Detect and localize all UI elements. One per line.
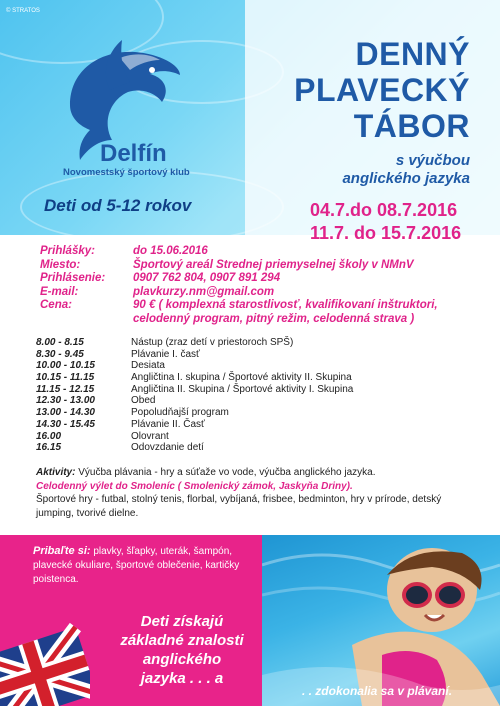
pack-text: plavky, šľapky, uterák, šampón, plavecké okuliare, športové oblečenie, kartičky poistenca. [33, 546, 240, 585]
date-range-2: 11.7. do 15.7.2016 [310, 223, 462, 243]
copyright-text: © STRATOS [6, 8, 40, 14]
schedule-table [36, 337, 476, 454]
activities-block [36, 466, 476, 520]
info-value: 90 € ( komplexná starostlivosť, kvalifikovaní inštruktori, [133, 299, 438, 311]
subtitle-line1: s výučbou [395, 152, 470, 169]
sports-text: Športové hry - futbal, stolný tenis, florbal, vybíjaná, frisbee, bedminton, hry v prírode, detský jumping, tvorivé dielne. [36, 494, 442, 519]
info-row [40, 272, 480, 286]
info-key: Cena: [40, 299, 72, 311]
schedule-activity: Popoludňajší program [131, 407, 229, 419]
date-range-1: 04.7.do 08.7.2016 [310, 200, 458, 220]
schedule-row [36, 431, 476, 443]
info-row [40, 245, 480, 259]
schedule-activity: Obed [131, 395, 156, 407]
info-value: 0907 762 804, 0907 891 294 [133, 272, 281, 284]
subtitle-line2: anglického jazyka [342, 170, 470, 187]
info-key: E-mail: [40, 285, 79, 298]
schedule-row [36, 360, 476, 372]
schedule-time: 11.15 - 12.15 [36, 383, 95, 395]
trip-text: Celodenný výlet do Smoleníc ( Smolenický zámok, Jaskyňa Driny). [36, 480, 353, 492]
slogan [108, 612, 256, 688]
schedule-time: 16.00 [36, 430, 62, 442]
activities-line [36, 466, 476, 480]
bottom-section [0, 535, 500, 706]
swimming-child-photo [262, 535, 500, 706]
schedule-activity: Desiata [131, 360, 165, 372]
schedule-row [36, 384, 476, 396]
activities-label: Aktivity: [36, 467, 76, 478]
title-line3: TÁBOR [353, 108, 470, 144]
schedule-activity: Plávanie II. Časť [131, 418, 205, 430]
schedule-time: 13.00 - 14.30 [36, 407, 95, 419]
schedule-time: 8.30 - 9.45 [36, 348, 84, 360]
schedule-row [36, 407, 476, 419]
slogan-line: Deti získajú [140, 613, 224, 630]
schedule-activity: Nástup (zraz detí v priestoroch SPŠ) [131, 337, 294, 348]
schedule-activity: Plávanie I. časť [131, 348, 200, 360]
pink-panel [0, 535, 262, 706]
schedule-time: 10.15 - 11.15 [36, 372, 95, 384]
pack-list [33, 544, 253, 587]
age-range: Deti od 5-12 rokov [44, 196, 192, 215]
schedule-row [36, 442, 476, 454]
info-row [40, 299, 480, 313]
info-key: Prihlášky: [40, 245, 95, 257]
schedule-row [36, 337, 476, 349]
slogan-line: základné znalosti [120, 632, 244, 649]
schedule-row [36, 372, 476, 384]
club-name: Delfín [100, 140, 167, 167]
pack-label: Pribaľte si: [33, 545, 91, 557]
info-value: do 15.06.2016 [133, 245, 208, 257]
info-value: Športový areál Strednej priemyselnej školy v NMnV [133, 258, 414, 271]
schedule-activity: Angličtina II. Skupina / Športové aktivity I. Skupina [131, 383, 354, 395]
club-subtitle: Novomestský športový klub [63, 167, 190, 178]
schedule-time: 16.15 [36, 442, 62, 454]
schedule-activity: Olovrant [131, 430, 169, 442]
schedule-activity: Odovzdanie detí [131, 442, 204, 454]
schedule-row [36, 419, 476, 431]
slogan-line: jazyka . . . a [140, 670, 224, 687]
schedule-row [36, 349, 476, 361]
schedule-activity: Angličtina I. skupina / Športové aktivity II. Skupina [131, 372, 352, 384]
price-continuation: celodenný program, pitný režim, celodenná strava ) [133, 312, 415, 325]
schedule-time: 8.00 - 8.15 [36, 337, 84, 348]
activities-text: Výučba plávania - hry a súťaže vo vode, výučba anglického jazyka. [75, 467, 376, 478]
info-key: Prihlásenie: [40, 272, 106, 284]
title-line2: PLAVECKÝ [294, 72, 470, 108]
schedule-row [36, 395, 476, 407]
schedule-time: 12.30 - 13.00 [36, 395, 95, 407]
info-row [40, 286, 480, 300]
schedule-time: 14.30 - 15.45 [36, 418, 95, 430]
info-row [40, 259, 480, 273]
info-block [40, 245, 480, 326]
slogan-line: anglického [142, 651, 222, 668]
email-link[interactable]: plavkurzy.nm@gmail.com [133, 285, 275, 298]
title-line1: DENNÝ [355, 36, 470, 72]
info-key: Miesto: [40, 258, 81, 271]
union-jack-icon [0, 619, 90, 706]
schedule-time: 10.00 - 10.15 [36, 360, 95, 372]
slogan-ending: . . zdokonalia sa v plávaní. [301, 684, 453, 698]
